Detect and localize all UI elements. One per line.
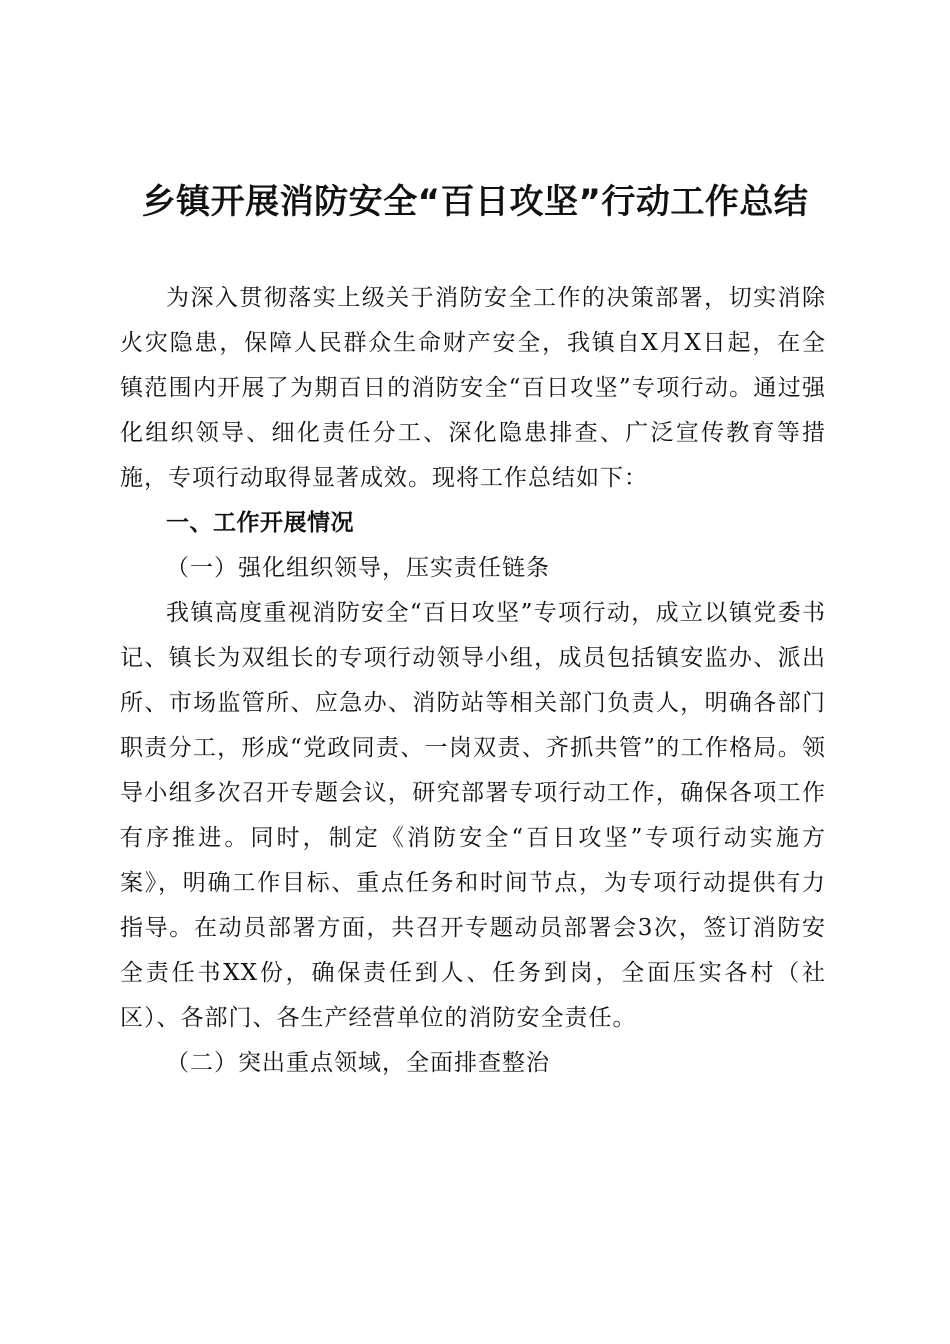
subsection-1-paragraph: 我镇高度重视消防安全“百日攻坚”专项行动，成立以镇党委书记、镇长为双组长的专项行动领导小组，成员包括镇安监办、派出所、市场监管所、应急办、消防站等相关部门负责人，明确各部门职责分工，形成“党政同责、一岗双责、齐抓共管”的工作格局。领导小组多次召开专题会议，研究部署专项行动工作，确保各项工作有序推进。同时，制定《消防安全“百日攻坚”专项行动实施方案》，明确工作目标、重点任务和时间节点，为专项行动提供有力指导。在动员部署方面，共召开专题动员部署会3次，签订消防安全责任书XX份，确保责任到人、任务到岗，全面压实各村（社区）、各部门、各生产经营单位的消防安全责任。 [120,600,826,1031]
subsection-heading-2: （二）突出重点领域，全面排查整治 [166,1050,550,1076]
document-title: 乡镇开展消防安全“百日攻坚”行动工作总结 [141,182,809,222]
section-heading-1: 一、工作开展情况 [166,510,354,536]
document-body [120,276,826,1086]
subsection-heading-1: （一）强化组织领导，压实责任链条 [166,555,550,581]
intro-paragraph: 为深入贯彻落实上级关于消防安全工作的决策部署，切实消除火灾隐患，保障人民群众生命财产安全，我镇自X月X日起，在全镇范围内开展了为期百日的消防安全“百日攻坚”专项行动。通过强化组织领导、细化责任分工、深化隐患排查、广泛宣传教育等措施，专项行动取得显著成效。现将工作总结如下： [120,285,826,491]
